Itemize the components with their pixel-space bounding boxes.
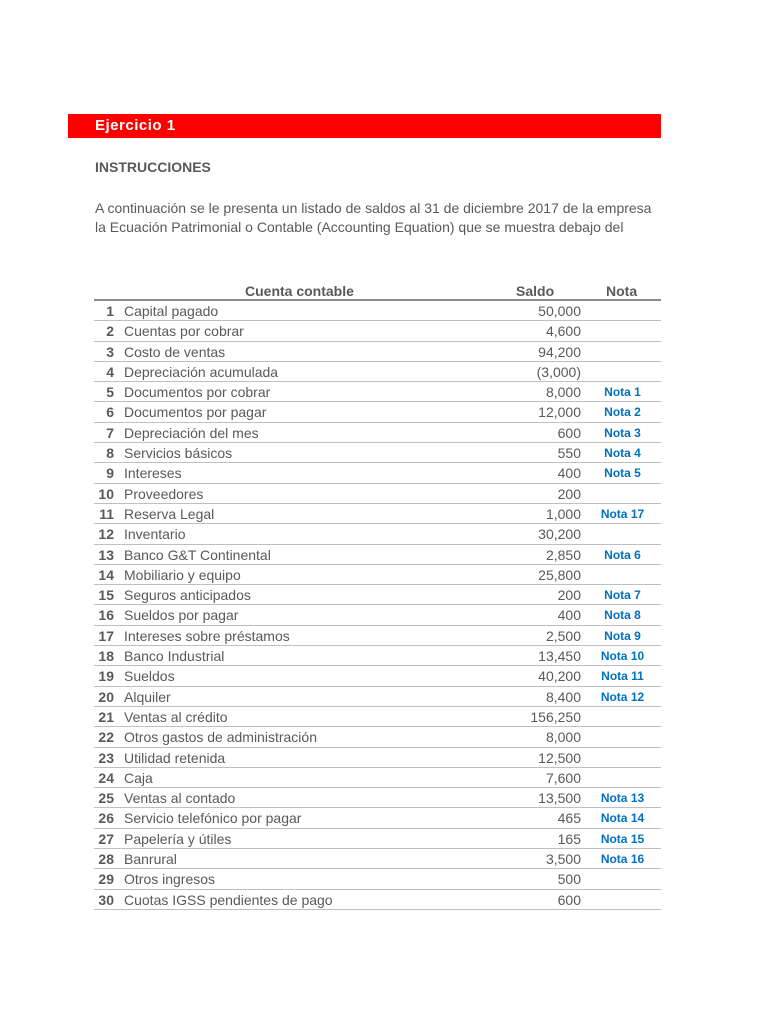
account-balance: 12,500	[538, 749, 581, 766]
table-row	[94, 301, 661, 321]
account-name: Intereses sobre préstamos	[124, 627, 290, 644]
row-number: 8	[106, 445, 114, 462]
table-row	[94, 463, 661, 483]
row-number: 3	[106, 343, 114, 360]
accounts-table	[94, 299, 661, 910]
note-link[interactable]: Nota 2	[604, 405, 641, 420]
account-balance: 400	[557, 607, 581, 624]
table-row	[94, 342, 661, 362]
table-row	[94, 748, 661, 768]
row-number: 27	[98, 830, 114, 847]
table-row	[94, 829, 661, 849]
table-row	[94, 666, 661, 686]
account-balance: 4,600	[545, 323, 581, 340]
row-number: 19	[98, 668, 114, 685]
header-note: Nota	[606, 283, 638, 299]
exercise-banner	[68, 114, 661, 138]
account-balance: 1,000	[545, 505, 581, 522]
account-name: Caja	[124, 769, 153, 786]
row-number: 28	[98, 851, 114, 868]
note-link[interactable]: Nota 8	[604, 608, 641, 623]
account-name: Seguros anticipados	[124, 587, 251, 604]
table-row	[94, 504, 661, 524]
note-link[interactable]: Nota 6	[604, 547, 641, 562]
account-balance: 30,200	[538, 526, 581, 543]
note-link[interactable]: Nota 5	[604, 466, 641, 481]
account-balance: 8,400	[545, 688, 581, 705]
instructions-heading: INSTRUCCIONES	[95, 159, 211, 175]
account-name: Documentos por pagar	[124, 404, 267, 421]
account-name: Cuotas IGSS pendientes de pago	[124, 891, 333, 908]
account-name: Alquiler	[124, 688, 171, 705]
account-balance: 200	[557, 587, 581, 604]
table-row	[94, 808, 661, 828]
table-row	[94, 707, 661, 727]
account-balance: 2,850	[545, 546, 581, 563]
table-row	[94, 321, 661, 341]
account-name: Papelería y útiles	[124, 830, 232, 847]
table-row	[94, 727, 661, 747]
account-name: Costo de ventas	[124, 343, 226, 360]
account-name: Reserva Legal	[124, 505, 215, 522]
row-number: 9	[106, 465, 114, 482]
row-number: 21	[98, 708, 114, 725]
header-account: Cuenta contable	[245, 283, 354, 299]
note-link[interactable]: Nota 11	[601, 669, 644, 684]
row-number: 1	[106, 303, 114, 319]
table-row	[94, 585, 661, 605]
account-balance: 156,250	[530, 708, 581, 725]
account-balance: 13,450	[538, 648, 581, 665]
account-balance: 165	[557, 830, 581, 847]
table-row	[94, 869, 661, 889]
row-number: 29	[98, 871, 114, 888]
account-name: Servicio telefónico por pagar	[124, 810, 302, 827]
table-row	[94, 687, 661, 707]
row-number: 18	[98, 648, 114, 665]
account-balance: 600	[557, 891, 581, 908]
account-name: Banco G&T Continental	[124, 546, 271, 563]
header-balance: Saldo	[516, 283, 555, 299]
note-link[interactable]: Nota 3	[604, 425, 641, 440]
table-row	[94, 626, 661, 646]
account-balance: 3,500	[545, 851, 581, 868]
note-link[interactable]: Nota 4	[604, 446, 641, 461]
account-name: Sueldos	[124, 668, 175, 685]
table-row	[94, 443, 661, 463]
table-row	[94, 484, 661, 504]
account-name: Ventas al crédito	[124, 708, 228, 725]
account-name: Cuentas por cobrar	[124, 323, 244, 340]
row-number: 4	[106, 363, 114, 380]
account-name: Ventas al contado	[124, 790, 236, 807]
row-number: 12	[98, 526, 114, 543]
table-row	[94, 423, 661, 443]
account-name: Otros gastos de administración	[124, 729, 317, 746]
table-row	[94, 768, 661, 788]
account-balance: 8,000	[545, 384, 581, 401]
account-name: Servicios básicos	[124, 445, 233, 462]
note-link[interactable]: Nota 15	[600, 831, 645, 846]
row-number: 24	[98, 769, 114, 786]
account-name: Intereses	[124, 465, 182, 482]
account-balance: 500	[557, 871, 581, 888]
table-row	[94, 545, 661, 565]
row-number: 7	[106, 424, 114, 441]
account-name: Inventario	[124, 526, 186, 543]
account-balance: 400	[557, 465, 581, 482]
table-row	[94, 849, 661, 869]
note-link[interactable]: Nota 14	[600, 811, 645, 826]
table-row	[94, 565, 661, 585]
row-number: 5	[106, 384, 114, 401]
note-link[interactable]: Nota 1	[604, 385, 641, 400]
table-row	[94, 605, 661, 625]
row-number: 2	[106, 323, 114, 340]
row-number: 25	[98, 790, 114, 807]
account-name: Proveedores	[124, 485, 204, 502]
row-number: 15	[98, 587, 114, 604]
table-row	[94, 788, 661, 808]
row-number: 13	[98, 546, 114, 563]
account-name: Banco Industrial	[124, 648, 225, 665]
note-link[interactable]: Nota 16	[600, 852, 645, 867]
table-row	[94, 402, 661, 422]
account-name: Banrural	[124, 851, 177, 868]
note-link[interactable]: Nota 7	[604, 588, 641, 603]
row-number: 6	[106, 404, 114, 421]
account-name: Utilidad retenida	[124, 749, 226, 766]
note-link[interactable]: Nota 13	[600, 791, 645, 806]
row-number: 26	[98, 810, 114, 827]
exercise-title: Ejercicio 1	[95, 117, 176, 134]
account-balance: 13,500	[538, 790, 581, 807]
account-balance: 2,500	[545, 627, 581, 644]
account-balance: 94,200	[538, 343, 581, 360]
row-number: 17	[98, 627, 114, 644]
account-balance: 600	[557, 424, 581, 441]
table-row	[94, 890, 661, 910]
account-balance: 550	[557, 445, 581, 462]
row-number: 14	[98, 566, 114, 583]
account-name: Depreciación acumulada	[124, 363, 279, 380]
note-link[interactable]: Nota 17	[600, 506, 645, 521]
table-row	[94, 524, 661, 544]
account-name: Capital pagado	[124, 303, 219, 319]
account-balance: 40,200	[538, 668, 581, 685]
row-number: 10	[98, 485, 114, 502]
row-number: 11	[99, 505, 114, 522]
account-name: Otros ingresos	[124, 871, 216, 888]
account-name: Mobiliario y equipo	[124, 566, 241, 583]
note-link[interactable]: Nota 9	[604, 628, 641, 643]
account-balance: 50,000	[538, 303, 581, 319]
account-balance: 12,000	[538, 404, 581, 421]
row-number: 30	[98, 891, 114, 908]
account-balance: (3,000)	[536, 363, 581, 380]
account-balance: 8,000	[545, 729, 581, 746]
account-name: Sueldos por pagar	[124, 607, 239, 624]
row-number: 23	[98, 749, 114, 766]
account-balance: 200	[557, 485, 581, 502]
account-name: Documentos por cobrar	[124, 384, 271, 401]
row-number: 20	[98, 688, 114, 705]
instructions-line-2: la Ecuación Patrimonial o Contable (Accounting Equation) que se muestra debajo del	[95, 219, 624, 235]
table-row	[94, 382, 661, 402]
note-link[interactable]: Nota 12	[600, 689, 645, 704]
row-number: 22	[98, 729, 114, 746]
account-balance: 7,600	[545, 769, 581, 786]
account-name: Depreciación del mes	[124, 424, 259, 441]
table-row	[94, 646, 661, 666]
note-link[interactable]: Nota 10	[600, 649, 645, 664]
account-balance: 25,800	[538, 566, 581, 583]
row-number: 16	[98, 607, 114, 624]
instructions-line-1: A continuación se le presenta un listado de saldos al 31 de diciembre 2017 de la empresa	[95, 200, 652, 216]
table-row	[94, 362, 661, 382]
account-balance: 465	[557, 810, 581, 827]
